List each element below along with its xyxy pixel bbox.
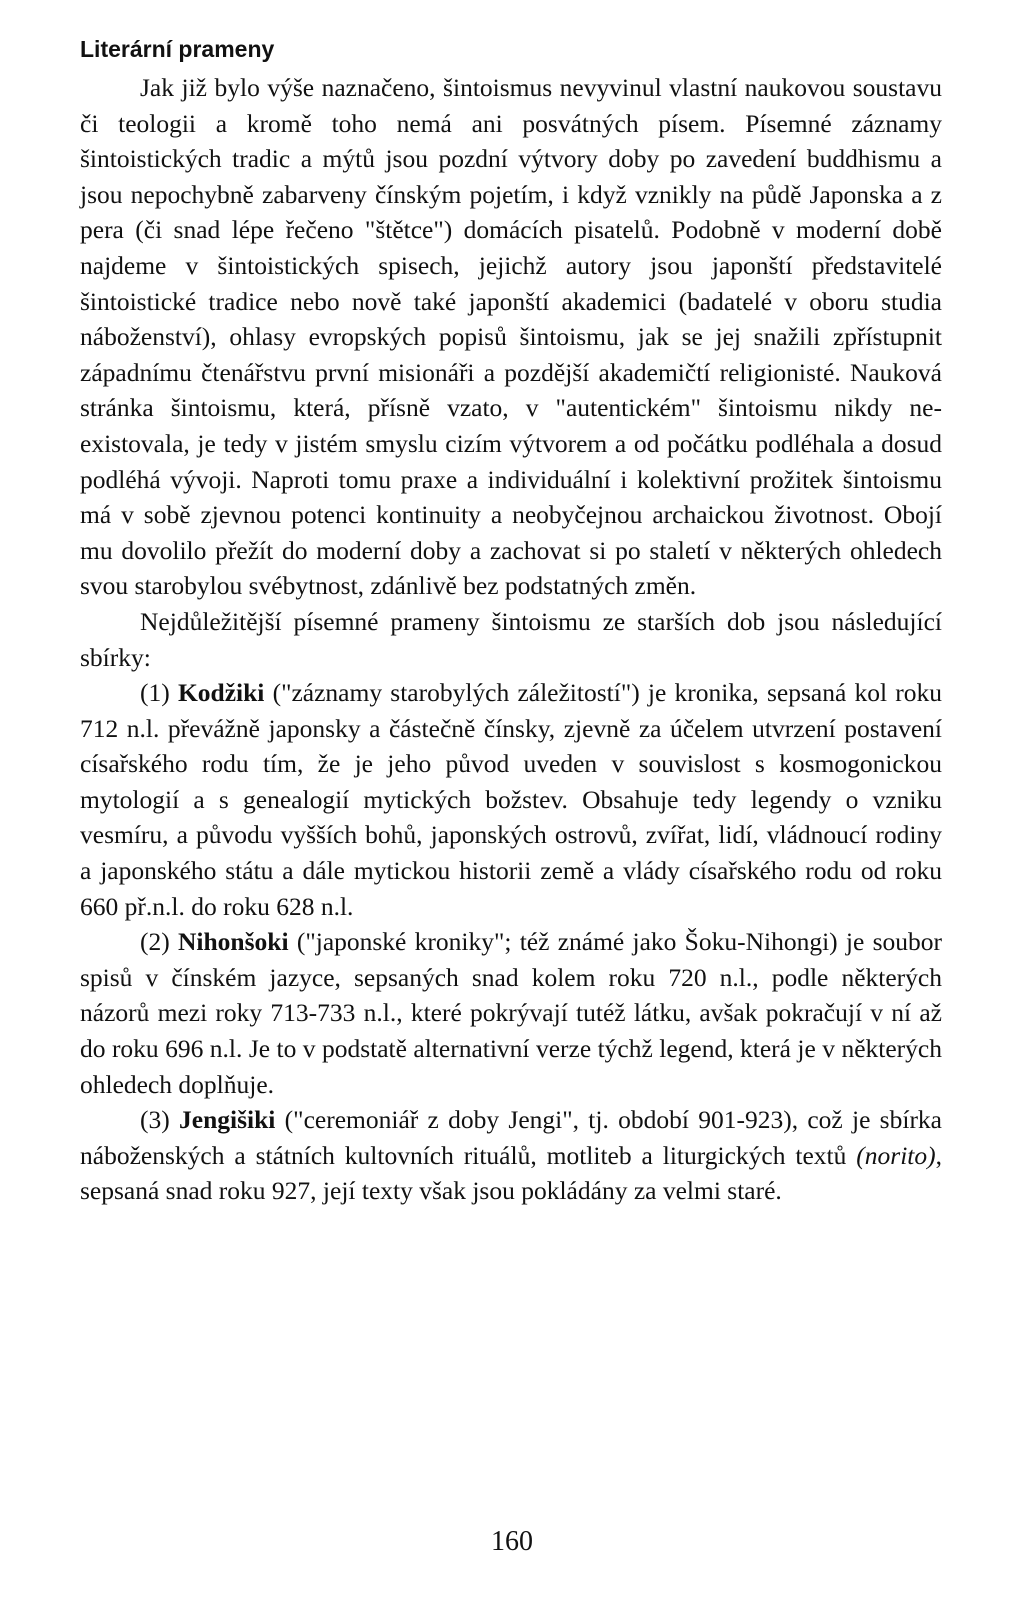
source-item-nihonsoki: [80, 924, 942, 1102]
source-italic-term: (norito): [856, 1140, 936, 1170]
page-number: 160: [491, 1526, 533, 1557]
source-name: Nihonšoki: [178, 927, 289, 957]
source-name: Jengišiki: [179, 1105, 276, 1135]
page-body: [80, 34, 942, 1209]
source-description: ("japonské kroniky"; též známé jako Šoku-Nihongi) je soubor spisů v čínském jazyce, sepsaných snad kolem roku 720 n.l., podle některých názorů mezi roky 713-733 n.l., které pokrývají tutéž látku, avšak pokračují v ní až do roku 696 n.l. Je to v podstatě alternativní verze týchž legend, která je v některých ohledech doplňuje.: [80, 927, 942, 1099]
source-number: (3): [140, 1105, 170, 1135]
source-item-jengisiki: [80, 1102, 942, 1209]
source-description: ("ceremoniář z doby Jengi", tj. období 901-923), což je sbírka náboženských a státních kultovních rituálů, motliteb a liturgických textů: [80, 1105, 943, 1170]
source-name: Kodžiki: [177, 678, 265, 708]
source-number: (2): [140, 927, 170, 957]
source-item-kodziki: [80, 675, 942, 924]
section-heading: Literární prameny: [80, 36, 275, 62]
source-description: ("záznamy starobylých záležitostí") je kronika, sepsaná kol roku 712 n.l. převážně japonsky a částečně čínsky, zjevně za účelem utvrzení postavení císařského rodu tím, že je jeho původ uveden v souvislost s kosmogonickou mytologií a s genealogií mytických božstev. Obsahuje tedy legendy o vzniku vesmíru, a původu vyšších bohů, japonských ostrovů, zvířat, lidí, vládnoucí rodiny a japonského státu a dále mytickou historii země a vlády císařského rodu od roku 660 př.n.l. do roku 628 n.l.: [80, 678, 943, 921]
source-number: (1): [140, 678, 170, 708]
intro-paragraph: Jak již bylo výše naznačeno, šintoismus nevyvinul vlastní naukovou soustavu či teologii a kromě toho nemá ani posvátných písem. Písemné záznamy šintoistických tradic a mýtů jsou pozdní výtvory doby po zavedení buddhismu a jsou nepochybně zabarveny čínským pojetím, i když vznikly na půdě Japonska a z pera (či snad lépe řečeno "štětce") domácích pisatelů. Podobně v moderní době najdeme v šintoistických spisech, jejichž autory jsou japonští představitelé šintoistické tradice nebo nově také japonští akademici (badatelé v oboru studia náboženství), ohlasy evropských popisů šintoismu, jak se jej snažili zpřístupnit západnímu čtenářstvu první misionáři a pozdější akademičtí religionisté. Nauková stránka šintoismu, která, přísně vzato, v "autentickém" šintoismu nikdy neexistovala, je tedy v jistém smyslu cizím výtvorem a od počátku podléhala a dosud podléhá vývoji. Naproti tomu praxe a individuální i kolektivní prožitek šintoismu má v sobě zjevnou potenci kontinuity a neobyčejnou archaickou životnost. Obojí mu dovolilo přežít do moderní doby a zachovat si po staletí v některých ohledech svou starobylou svébytnost, zdánlivě bez podstatných změn.: [80, 73, 942, 601]
source-description-end: , sepsaná snad roku 927, její texty však jsou pokládány za velmi staré.: [80, 1140, 942, 1206]
sources-lead-paragraph: Nejdůležitější písemné prameny šintoismu ze starších dob jsou následující sbírky:: [80, 606, 942, 672]
